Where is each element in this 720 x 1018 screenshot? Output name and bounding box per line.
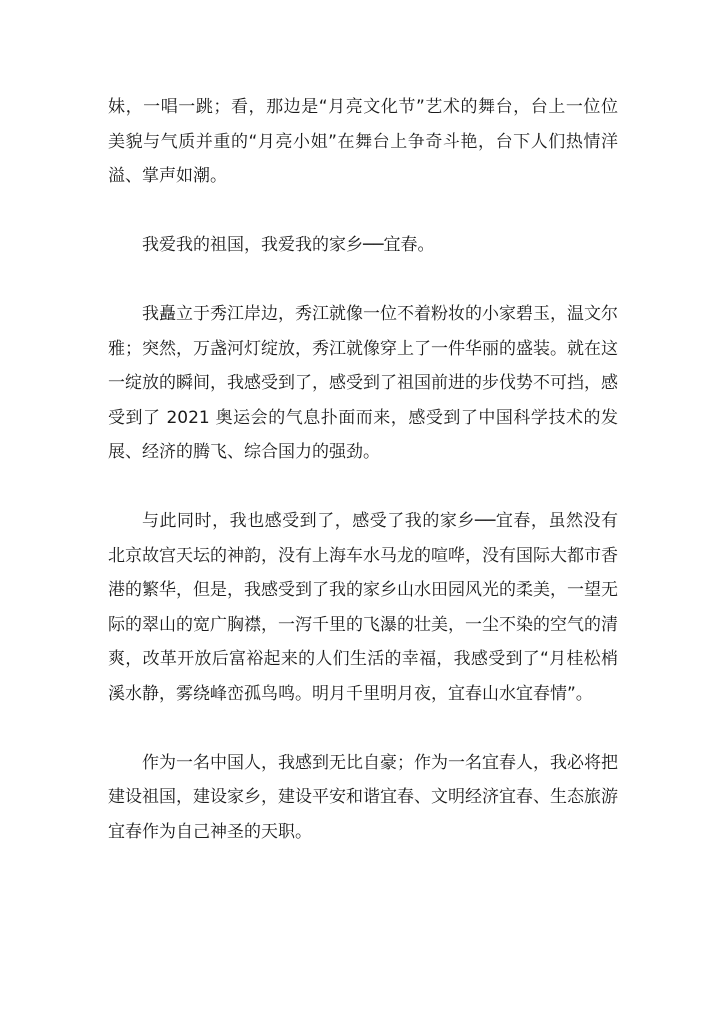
paragraph-continuation: 妹，一唱一跳；看，那边是“月亮文化节”艺术的舞台，台上一位位美貌与气质并重的“月亮小姐”在舞台上争奇斗艳，台下人们热情洋溢、掌声如潮。 xyxy=(108,97,618,186)
paragraph-hometown-yichun: 与此同时，我也感受到了，感受了我的家乡──宜春，虽然没有北京故宫天坛的神韵，没有上海车水马龙的喧哗，没有国际大都市香港的繁华，但是，我感受到了我的家乡山水田园风光的柔美，一望无际的翠山的宽广胸襟，一泻千里的飞瀑的壮美，一尘不染的空气的清爽，改革开放后富裕起来的人们生活的幸福，我感受到了“月桂松梢溪水静，雾绕峰峦孤鸟鸣。明月千里明月夜，宜春山水宜春情”。 xyxy=(108,511,618,704)
document-body xyxy=(108,90,618,884)
paragraph-duty: 作为一名中国人，我感到无比自豪；作为一名宜春人，我必将把建设祖国，建设家乡，建设平安和谐宜春、文明经济宜春、生态旅游宜春作为自己神圣的天职。 xyxy=(108,752,618,842)
paragraph-love-motherland: 我爱我的祖国，我爱我的家乡──宜春。 xyxy=(142,235,435,255)
paragraph-xiujiang: 我矗立于秀江岸边，秀江就像一位不着粉妆的小家碧玉，温文尔雅；突然，万盏河灯绽放，秀江就像穿上了一件华丽的盛装。就在这一绽放的瞬间，我感受到了，感受到了祖国前进的步伐势不可挡，感受到了 2021 奥运会的气息扑面而来，感受到了中国科学技术的发展、经济的腾飞、综合国力的强劲。 xyxy=(108,304,618,462)
